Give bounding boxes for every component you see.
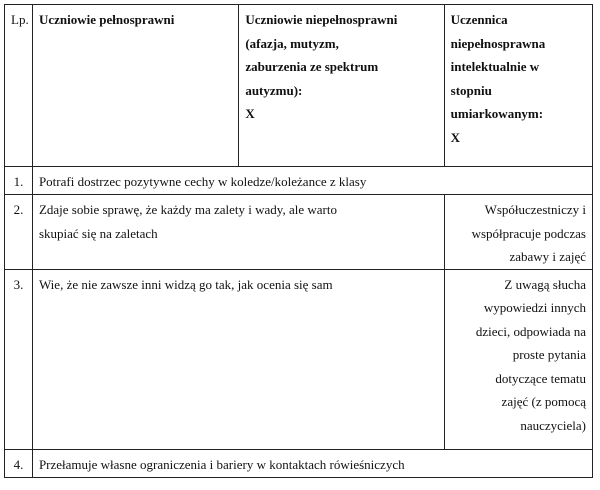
header-intellectual-mark: X [450, 129, 461, 145]
row-col3-text [444, 195, 592, 270]
row-col3-line: nauczyciela) [520, 417, 586, 433]
row-col3-line: proste pytania [512, 347, 586, 362]
row-col3-line: Współuczestniczy i [484, 202, 586, 217]
row-col3-line: współpracuje podczas [471, 225, 586, 241]
header-intellectual-line: niepełnosprawna [450, 35, 546, 51]
row-text: Wie, że nie zawsze inni widzą go tak, jak ocenia się sam [32, 269, 444, 449]
row-text-line: Zdaje sobie sprawę, że każdy ma zalety i wady, ale warto [38, 202, 337, 217]
row-col3-text [444, 269, 592, 449]
header-intellectual-line: Uczennica [450, 12, 508, 27]
header-intellectual-disability-student [444, 5, 592, 167]
row-col3-line: Z uwagą słucha [504, 276, 586, 292]
header-disabled-line: (afazja, mutyzm, [245, 35, 339, 51]
row-col3-line: zajęć (z pomocą [501, 394, 586, 409]
header-disabled-line: autyzmu): [245, 82, 303, 98]
header-lp: Lp. [5, 5, 33, 167]
header-intellectual-line: stopniu [450, 82, 492, 98]
row-col3-line: dzieci, odpowiada na [475, 323, 586, 339]
comparison-table [4, 4, 593, 478]
row-text-line: skupiać się na zaletach [38, 225, 158, 241]
row-number: 1. [5, 167, 33, 195]
row-col3-line: dotyczące tematu [495, 370, 586, 386]
header-disabled-line: zaburzenia ze spektrum [245, 59, 379, 74]
row-number: 4. [5, 449, 33, 477]
table-row [5, 449, 593, 477]
row-text: Potrafi dostrzec pozytywne cechy w koledze/koleżance z klasy [32, 167, 592, 195]
header-intellectual-line: intelektualnie w [450, 59, 540, 74]
row-col3-line: wypowiedzi innych [483, 300, 586, 315]
row-text [32, 195, 444, 270]
table-row [5, 195, 593, 270]
row-number: 2. [5, 195, 33, 270]
header-disabled-mark: X [245, 106, 255, 121]
table-row [5, 167, 593, 195]
row-text: Przełamuje własne ograniczenia i bariery w kontaktach rówieśniczych [32, 449, 592, 477]
table-row [5, 269, 593, 449]
header-intellectual-line: umiarkowanym: [450, 106, 544, 121]
row-number: 3. [5, 269, 33, 449]
header-disabled-students [239, 5, 444, 167]
row-col3-line: zabawy i zajęć [509, 249, 586, 264]
header-disabled-line: Uczniowie niepełnosprawni [245, 12, 398, 27]
header-able-bodied-students: Uczniowie pełnosprawni [32, 5, 238, 167]
table-header-row [5, 5, 593, 167]
